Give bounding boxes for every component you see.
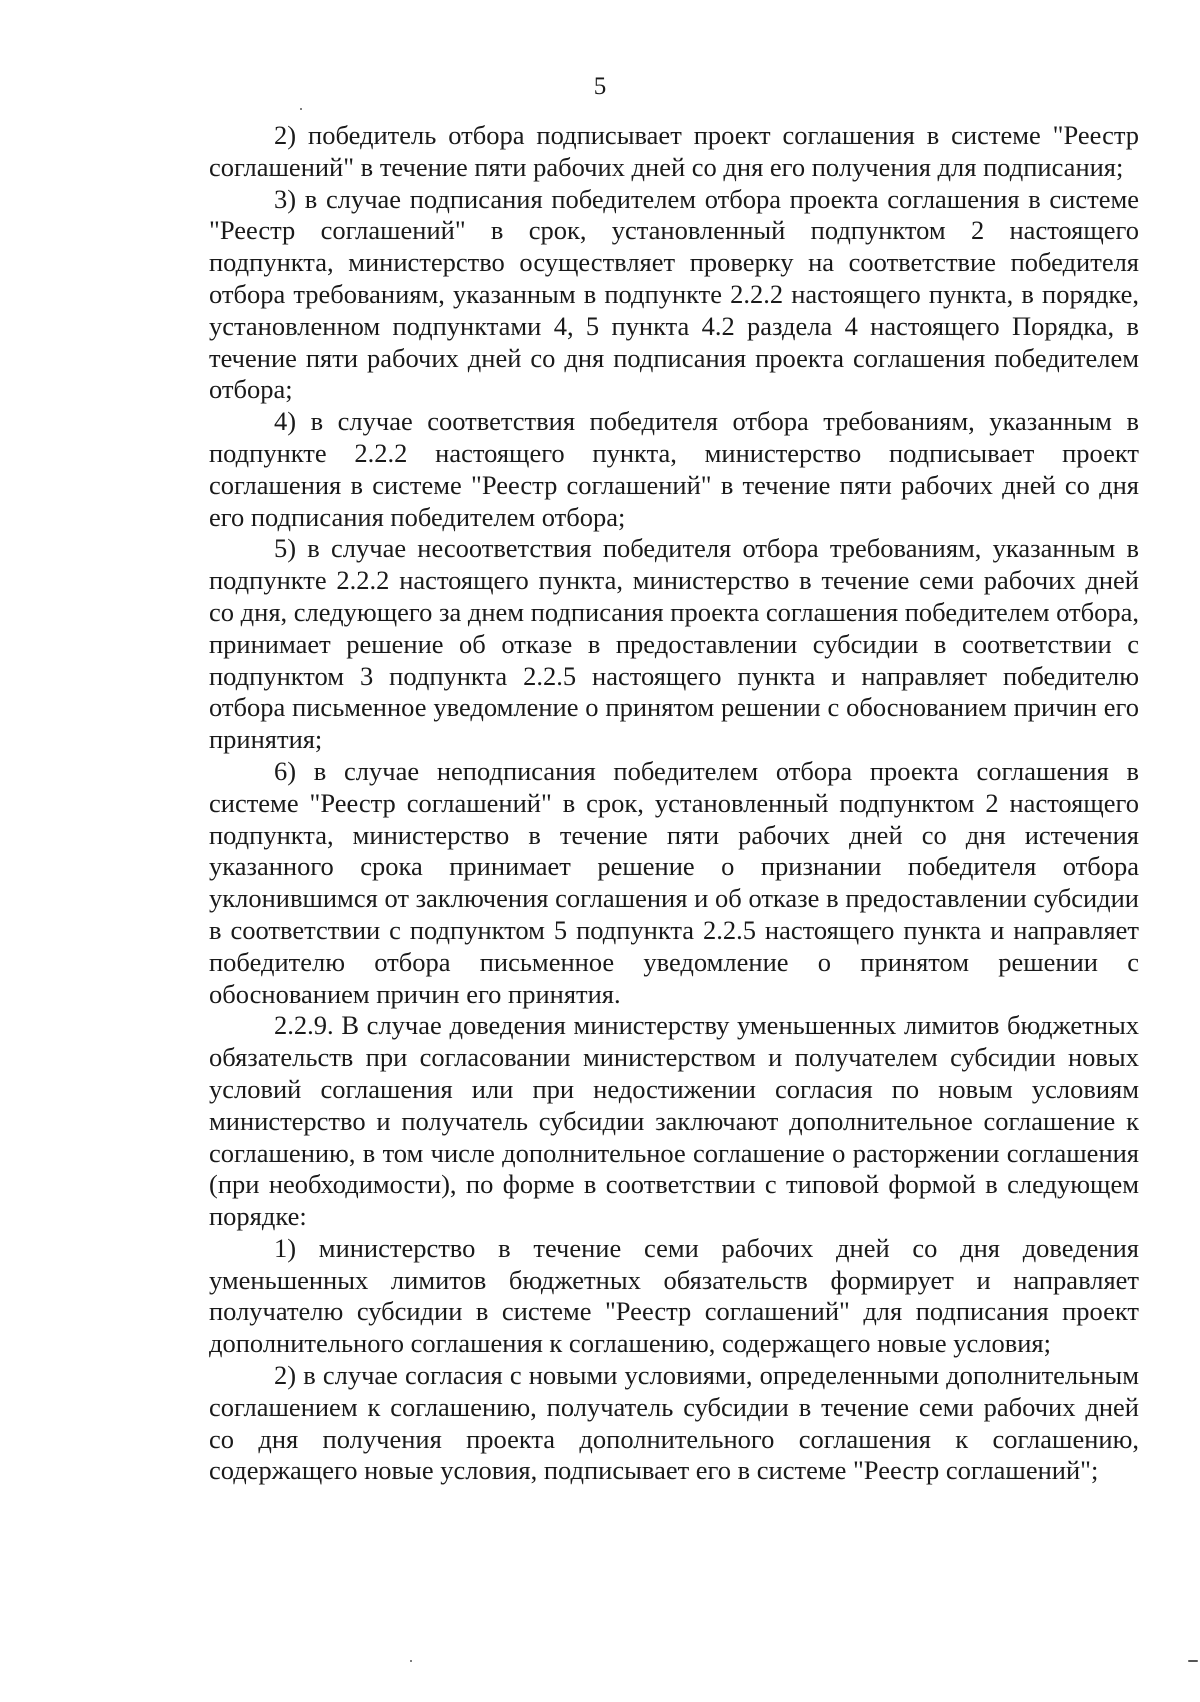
paragraph-clause-2-2-9-subitem-1: 1) министерство в течение семи рабочих дней со дня доведения уменьшенных лимитов бюджетных обязательств формирует и направляет получателю субсидии в системе "Реестр соглашений" для подписания проект дополнительного соглашения к соглашению, содержащего новые условия; [209, 1232, 1139, 1359]
scan-speck [300, 108, 302, 110]
paragraph-subitem-2: 2) победитель отбора подписывает проект соглашения в системе "Реестр соглашений" в течение пяти рабочих дней со дня его получения для подписания; [209, 120, 1139, 182]
paragraph-clause-2-2-9: 2.2.9. В случае доведения министерству уменьшенных лимитов бюджетных обязательств при согласовании министерством и получателем субсидии новых условий соглашения или при недостижении согласия по новым условиям министерство и получатель субсидии заключают дополнительное соглашение к соглашению, в том числе дополнительное соглашение о расторжении соглашения (при необходимости), по форме в соответствии с типовой формой в следующем порядке: [209, 1010, 1139, 1232]
paragraph-clause-2-2-9-subitem-2: 2) в случае согласия с новыми условиями, определенными дополнительным соглашением к соглашению, получатель субсидии в течение семи рабочих дней со дня получения проекта дополнительного соглашения к соглашению, содержащего новые условия, подписывает его в системе "Реестр соглашений"; [209, 1360, 1139, 1486]
paragraph-subitem-4: 4) в случае соответствия победителя отбора требованиям, указанным в подпункте 2.2.2 настоящего пункта, министерство подписывает проект соглашения в системе "Реестр соглашений" в течение пяти рабочих дней со дня его подписания победителем отбора; [209, 406, 1139, 532]
scan-speck [1188, 1660, 1198, 1662]
paragraph-subitem-6: 6) в случае неподписания победителем отбора проекта соглашения в системе "Реестр соглашений" в срок, установленный подпунктом 2 настоящего подпункта, министерство в течение пяти рабочих дней со дня истечения указанного срока принимает решение о признании победителя отбора уклонившимся от заключения соглашения и об отказе в предоставлении субсидии в соответствии с подпунктом 5 подпункта 2.2.5 настоящего пункта и направляет победителю отбора письменное уведомление о принятом решении с обоснованием причин его принятия. [209, 755, 1139, 1009]
document-body [209, 120, 1139, 1487]
page-number: 5 [593, 73, 607, 100]
paragraph-subitem-3: 3) в случае подписания победителем отбора проекта соглашения в системе "Реестр соглашений" в срок, установленный подпунктом 2 настоящего подпункта, министерство осуществляет проверку на соответствие победителя отбора требованиям, указанным в подпункте 2.2.2 настоящего пункта, в порядке, установленном подпунктами 4, 5 пункта 4.2 раздела 4 настоящего Порядка, в течение пяти рабочих дней со дня подписания проекта соглашения победителем отбора; [209, 183, 1139, 405]
scan-speck [410, 1660, 412, 1662]
paragraph-subitem-5: 5) в случае несоответствия победителя отбора требованиям, указанным в подпункте 2.2.2 настоящего пункта, министерство в течение семи рабочих дней со дня, следующего за днем подписания проекта соглашения победителем отбора, принимает решение об отказе в предоставлении субсидии в соответствии с подпунктом 3 подпункта 2.2.5 настоящего пункта и направляет победителю отбора письменное уведомление о принятом решении с обоснованием причин его принятия; [209, 533, 1139, 755]
